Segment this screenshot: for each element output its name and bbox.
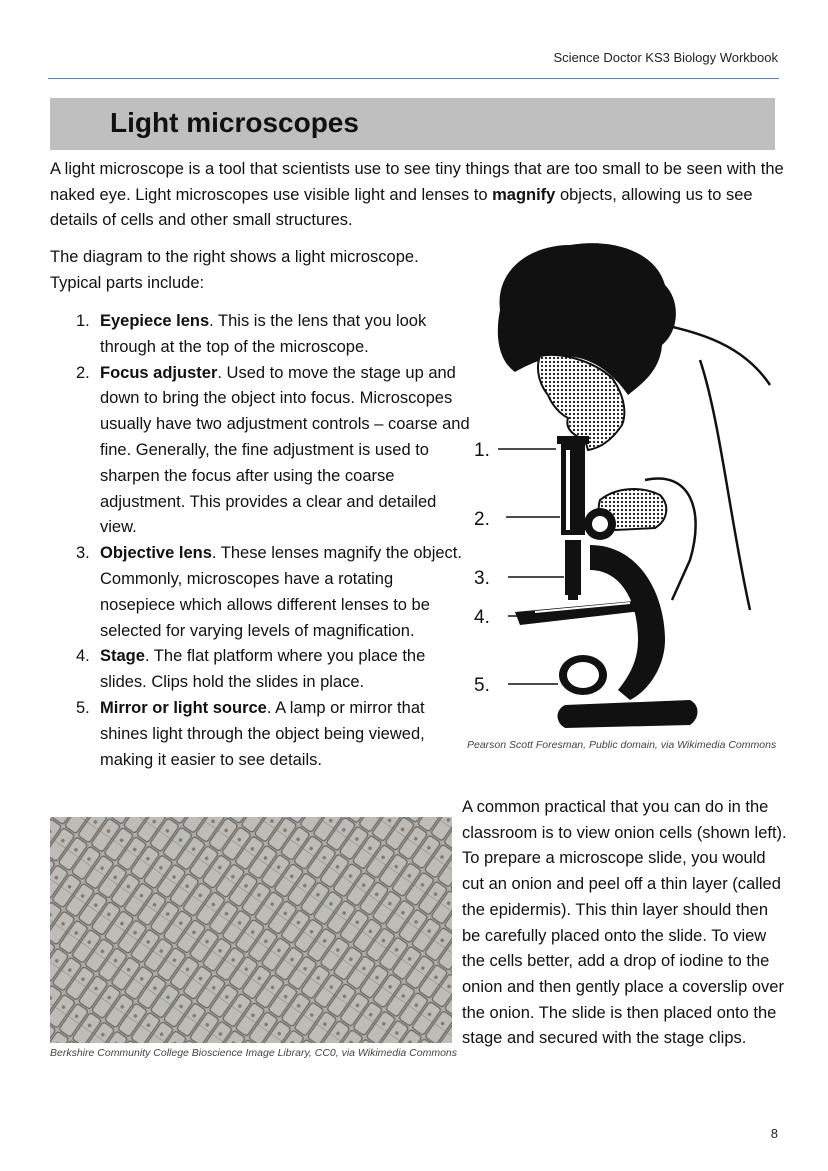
part-term: Focus adjuster — [100, 363, 218, 382]
page-title: Light microscopes — [110, 107, 359, 138]
part-description: . Used to move the stage up and down to bring the object into focus. Microscopes usually have two adjustment controls – coarse and fine. Generally, the fine adjustment is used to sharpen the focus after using the coarse adjustment. This provides a clear and detailed view. — [100, 363, 470, 537]
list-item — [50, 309, 470, 361]
part-term: Eyepiece lens — [100, 312, 210, 330]
list-number: 5. — [76, 698, 90, 717]
header-divider — [48, 78, 779, 79]
intro-bold-term: magnify — [492, 185, 556, 204]
practical-paragraph: A common practical that you can do in the classroom is to view onion cells (shown left). To prepare a microscope slide, you would cut an onion and peel off a thin layer (called the epidermis). This thin layer should then be carefully placed onto the slide. To view the cells better, add a drop of iodine to the onion and then gently place a coverslip over the onion. The slide is then placed onto the stage and secured with the stage clips. — [462, 798, 787, 1048]
microscope-caption: Pearson Scott Foresman, Public domain, via Wikimedia Commons — [467, 739, 777, 751]
list-item — [50, 696, 470, 773]
intro-paragraph — [50, 157, 785, 234]
parts-lead: The diagram to the right shows a light microscope. Typical parts include: — [50, 248, 419, 292]
coat-outline — [640, 320, 770, 610]
part-description: . This is the lens that you look through at the top of the microscope. — [100, 312, 427, 356]
part-term: Objective lens — [100, 544, 212, 563]
diagram-label: 5. — [474, 675, 490, 696]
parts-list — [50, 309, 470, 773]
diagram-label: 3. — [474, 568, 490, 589]
objective-lens — [565, 540, 581, 595]
part-term: Mirror or light source — [100, 698, 267, 717]
list-item — [50, 541, 470, 644]
onion-cells-photo — [50, 817, 452, 1043]
microscope-illustration — [468, 240, 788, 735]
list-number: 1. — [76, 312, 90, 330]
list-number: 2. — [76, 363, 90, 382]
part-description: . These lenses magnify the object. Commonly, microscopes have a rotating nosepiece which allows different lenses to be selected for varying levels of magnification. — [100, 544, 462, 640]
part-description: . The flat platform where you place the slides. Clips hold the slides in place. — [100, 647, 426, 692]
page-number: 8 — [770, 1126, 778, 1141]
onion-caption: Berkshire Community College Bioscience Image Library, CC0, via Wikimedia Commons — [50, 1047, 458, 1059]
list-item — [50, 644, 470, 696]
diagram-label: 1. — [474, 440, 490, 461]
intro-text-after: objects, allowing us to see details of cells and other small structures. — [50, 185, 753, 229]
list-number: 3. — [76, 544, 90, 563]
part-term: Stage — [100, 647, 145, 666]
diagram-label: 4. — [474, 607, 490, 628]
list-number: 4. — [76, 647, 90, 666]
title-bar — [50, 98, 775, 150]
part-description: . A lamp or mirror that shines light through the object being viewed, making it easier to see details. — [100, 698, 425, 769]
eyepiece-rim — [557, 436, 589, 444]
list-item — [50, 361, 470, 542]
diagram-label: 2. — [474, 509, 490, 530]
workbook-title: Science Doctor KS3 Biology Workbook — [553, 50, 778, 65]
eyepiece-tube — [561, 440, 585, 535]
microscope-base — [558, 700, 698, 728]
intro-text-before: A light microscope is a tool that scientists use to see tiny things that are too small to be seen with the naked eye. Light microscopes use visible light and lenses to — [50, 160, 784, 204]
